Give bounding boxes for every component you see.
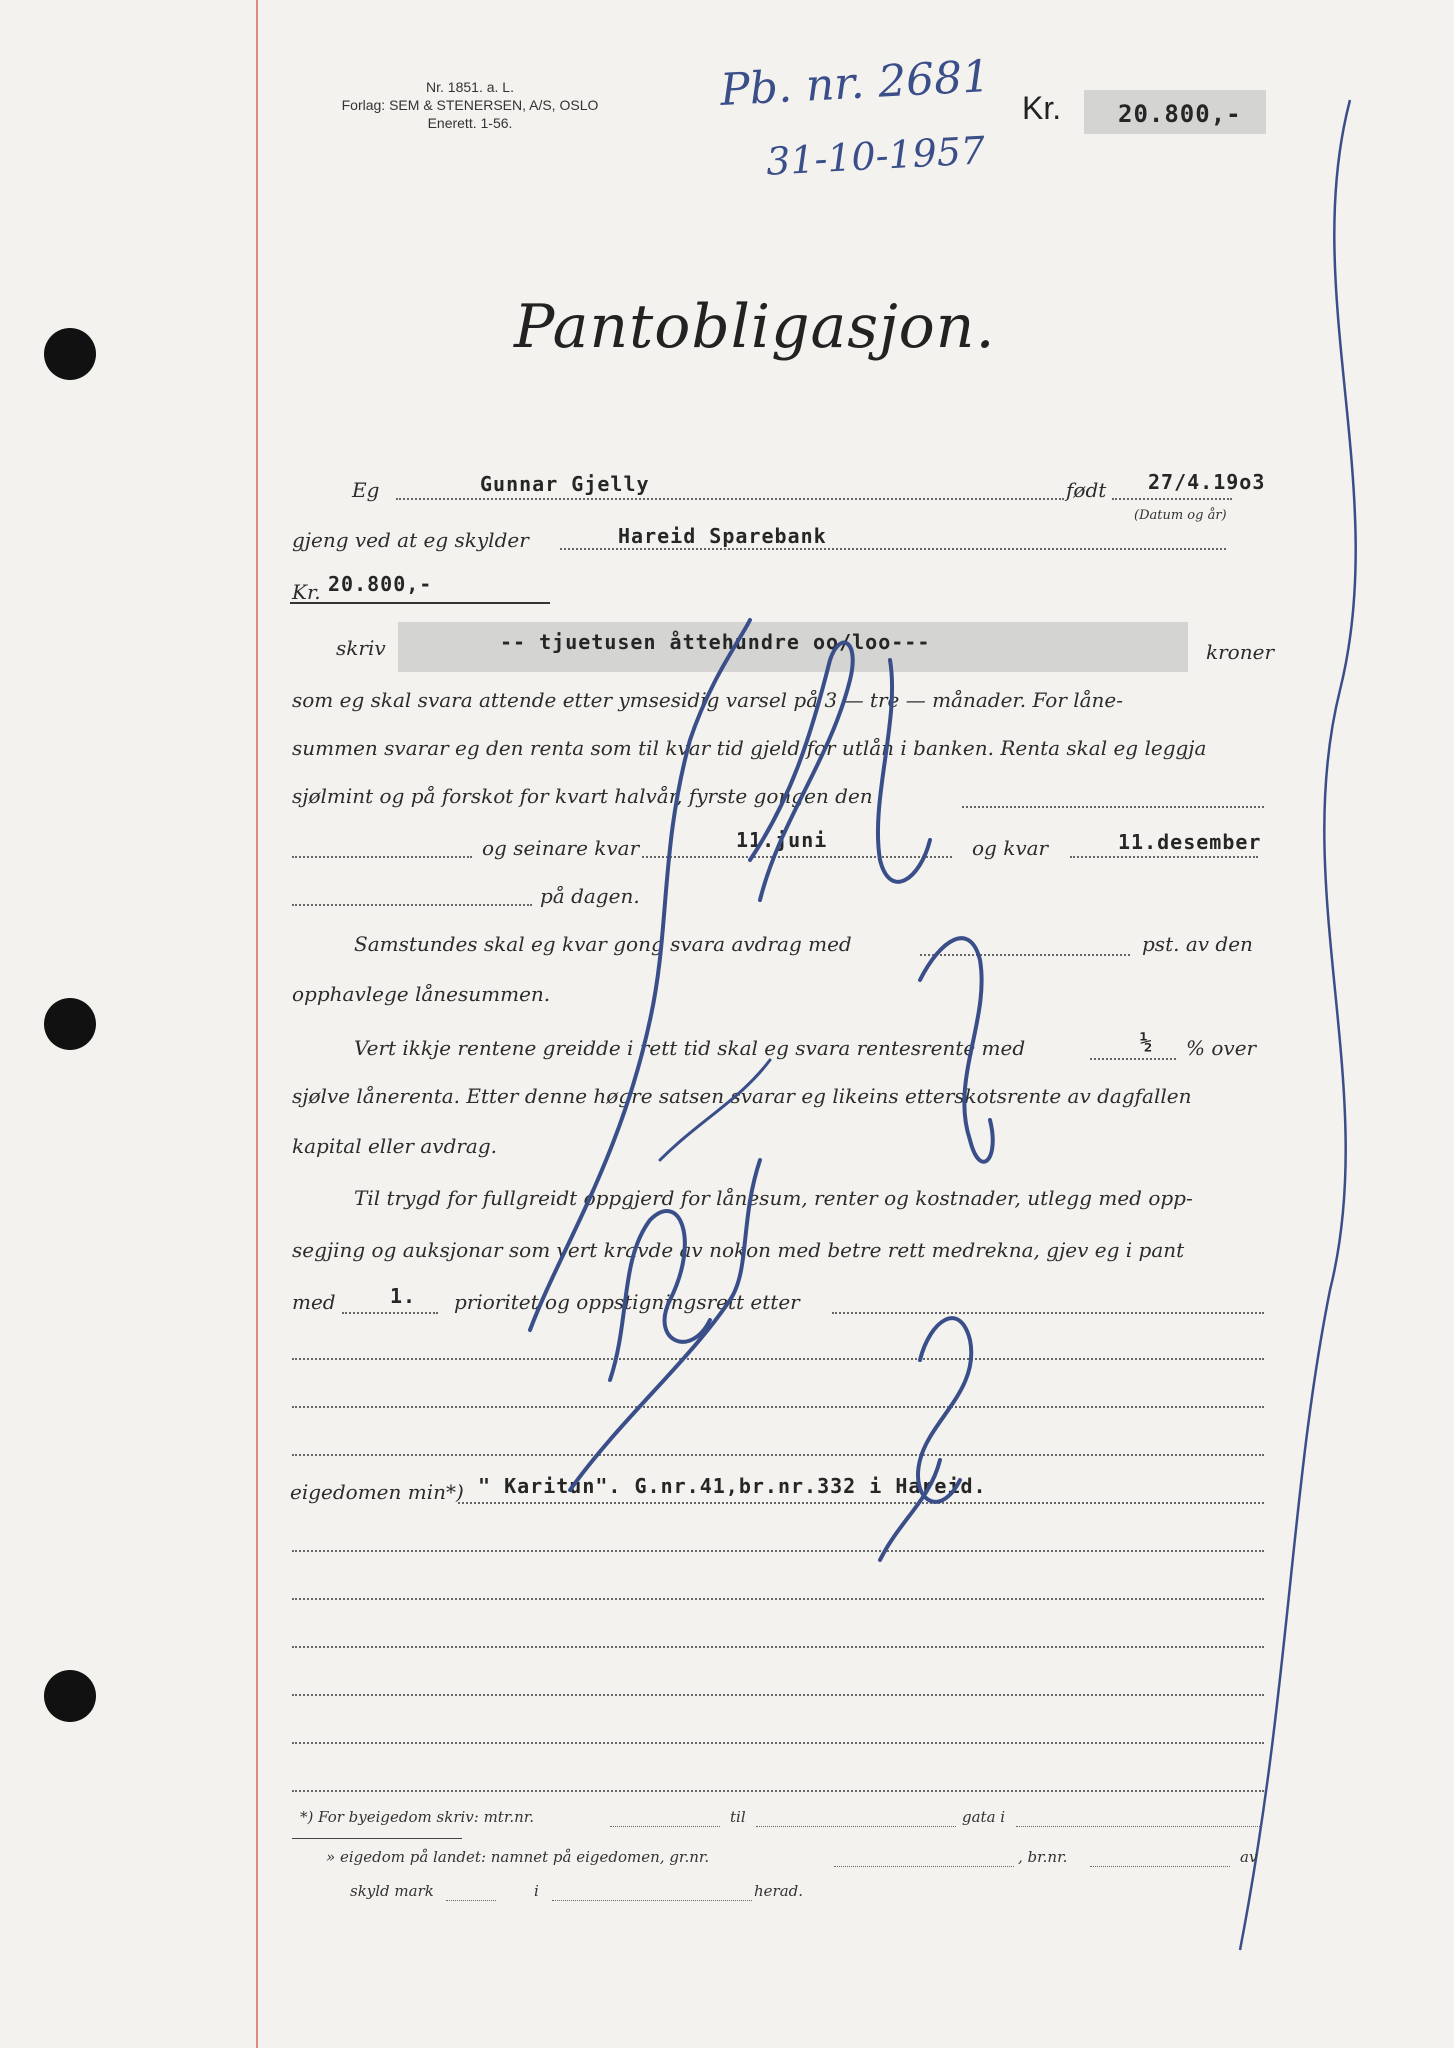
ondate-dots <box>292 904 532 906</box>
punch-hole-middle <box>44 998 96 1050</box>
body-line-6b: pst. av den <box>1142 932 1253 956</box>
first-payment-day: 11.juni <box>736 828 828 852</box>
body-line-8a: Vert ikkje rentene greidde i rett tid skal eg svara rentesrente med <box>354 1036 1026 1060</box>
property-value: " Karitun". G.nr.41,br.nr.332 i Hareid. <box>478 1474 987 1498</box>
born-dots <box>1112 498 1232 500</box>
amount-label: Kr. <box>292 580 321 604</box>
property-label: eigedomen min*) <box>290 1480 464 1504</box>
second-payment-day: 11.desember <box>1118 830 1262 854</box>
footnote-1a: *) For byeigedom skriv: mtr.nr. <box>300 1808 535 1826</box>
body-line-11: Til trygd for fullgreidt oppgjerd for lånesum, renter og kostnader, utlegg med opp- <box>354 1186 1193 1210</box>
publisher-block <box>300 78 640 132</box>
body-line-4a: og seinare kvar <box>482 836 640 860</box>
body-line-8c: % over <box>1186 1036 1257 1060</box>
footnote-dots-1 <box>610 1826 720 1827</box>
blank-line-8 <box>292 1742 1264 1744</box>
margin-rule <box>256 0 258 2048</box>
punch-hole-top <box>44 328 96 380</box>
creditor-dots <box>560 548 1226 550</box>
debtor-prefix: Eg <box>352 478 380 502</box>
words-value: -- tjuetusen åttehundre oo/loo--- <box>500 630 931 654</box>
publisher-line-1: Nr. 1851. a. L. <box>426 79 514 95</box>
publisher-line-3: Enerett. 1-56. <box>427 115 513 131</box>
body-line-13a: med <box>292 1290 336 1314</box>
priority-value: 1. <box>390 1284 417 1308</box>
footnote-3b: i <box>534 1882 539 1900</box>
start-dots <box>292 856 472 858</box>
born-date: 27/4.19o3 <box>1148 470 1266 494</box>
footnote-2a: » eigedom på landet: namnet på eigedomen, gr.nr. <box>326 1848 710 1866</box>
born-label: født <box>1066 478 1107 502</box>
footnote-dots-7 <box>552 1900 752 1901</box>
blank-line-5 <box>292 1598 1264 1600</box>
debtor-name: Gunnar Gjelly <box>480 472 650 496</box>
document-title: Pantobligasjon. <box>514 292 996 362</box>
cancel-wave-line <box>1180 90 1380 1970</box>
footnote-dots-3 <box>1016 1826 1262 1827</box>
punch-hole-bottom <box>44 1670 96 1722</box>
body-line-2: summen svarar eg den renta som til kvar tid gjeld for utlån i banken. Renta skal eg leggja <box>292 736 1207 760</box>
second-day-dots <box>1070 856 1258 858</box>
footnote-dots-6 <box>446 1900 496 1901</box>
footnote-1b: til <box>730 1808 746 1826</box>
footnote-dots-5 <box>1090 1866 1230 1867</box>
body-line-12: segjing og auksjonar som vert kravde av nokon med betre rett medrekna, gjev eg i pant <box>292 1238 1185 1262</box>
footnote-dots-4 <box>834 1866 1014 1867</box>
priority-dots <box>342 1312 438 1314</box>
amount-top-label: Kr. <box>1022 90 1062 126</box>
extra-interest-rate: ½ <box>1140 1030 1154 1054</box>
amount-top-value: 20.800,- <box>1118 100 1242 128</box>
debtor-dots <box>396 498 1064 500</box>
born-hint: (Datum og år) <box>1134 508 1227 523</box>
creditor-prefix: gjeng ved at eg skylder <box>292 528 529 552</box>
handwritten-reference: Pb. nr. 2681 <box>718 50 992 117</box>
body-line-10: kapital eller avdrag. <box>292 1134 498 1158</box>
cancellation-signature-scrawl <box>500 600 1020 1580</box>
publisher-line-2: Forlag: SEM & STENERSEN, A/S, OSLO <box>341 97 599 113</box>
body-line-7: opphavlege lånesummen. <box>292 982 551 1006</box>
footnote-dots-2 <box>756 1826 956 1827</box>
body-line-13c: prioritet og oppstigningsrett etter <box>454 1290 800 1314</box>
footnote-rule <box>292 1838 462 1839</box>
words-prefix: skriv <box>336 636 386 660</box>
blank-line-6 <box>292 1646 1264 1648</box>
amount-value: 20.800,- <box>328 572 433 596</box>
footnote-2c: av <box>1240 1848 1258 1866</box>
blank-line-9 <box>292 1790 1264 1792</box>
footnote-3a: skyld mark <box>350 1882 434 1900</box>
body-line-5: på dagen. <box>540 884 640 908</box>
body-line-4c: og kvar <box>972 836 1049 860</box>
footnote-1c: gata i <box>962 1808 1006 1826</box>
creditor-name: Hareid Sparebank <box>618 524 827 548</box>
interest-dots <box>1090 1058 1176 1060</box>
body-line-6a: Samstundes skal eg kvar gong svara avdrag med <box>354 932 852 956</box>
footnote-2b: , br.nr. <box>1018 1848 1068 1866</box>
words-suffix: kroner <box>1206 640 1274 664</box>
body-line-3: sjølmint og på forskot for kvart halvår, fyrste gongen den <box>292 784 873 808</box>
handwritten-date: 31-10-1957 <box>764 128 987 184</box>
body-line-9: sjølve lånerenta. Etter denne høgre satsen svarar eg likeins etterskotsrente av dagfallen <box>292 1084 1192 1108</box>
body-line-1: som eg skal svara attende etter ymsesidig varsel på 3 — tre — månader. For låne- <box>292 688 1124 712</box>
footnote-3c: herad. <box>754 1882 804 1900</box>
blank-line-7 <box>292 1694 1264 1696</box>
